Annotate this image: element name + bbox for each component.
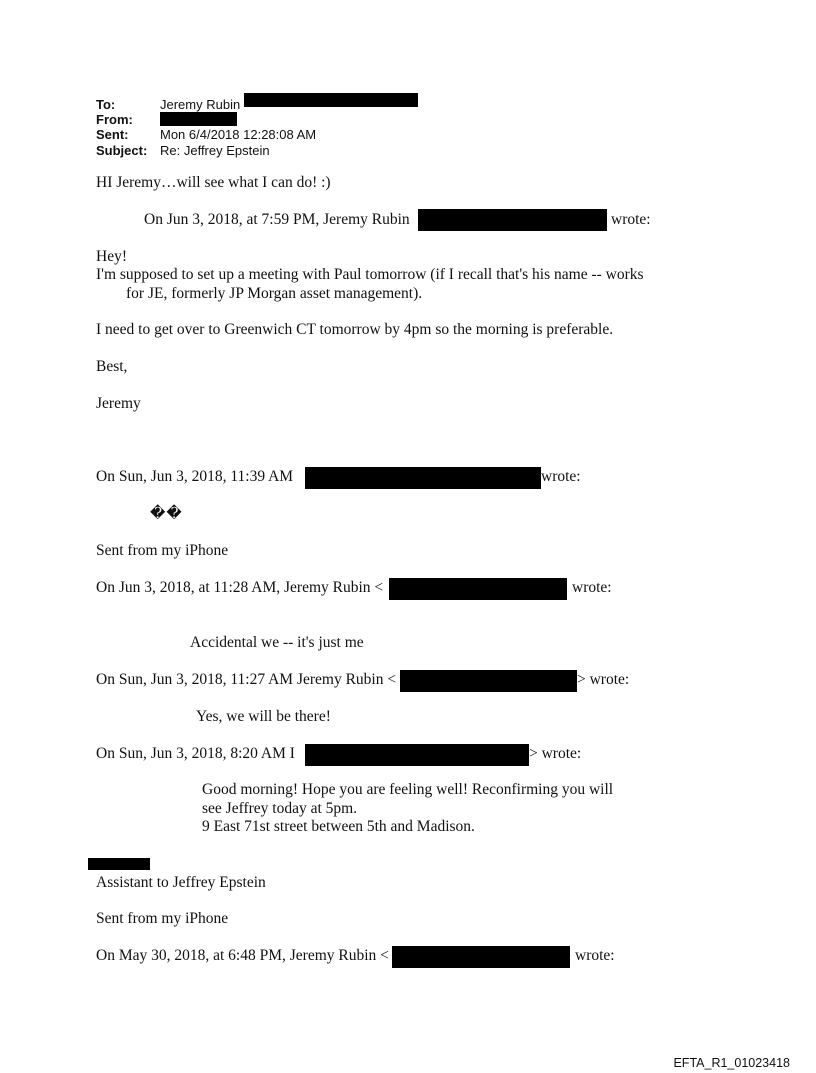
quote-wrote-1: wrote: bbox=[611, 211, 651, 228]
hey-text: Hey! bbox=[96, 248, 127, 265]
garbled-chars: �� bbox=[150, 506, 183, 522]
quote-wrote-5: > wrote: bbox=[529, 745, 582, 762]
good-morning-line-2: see Jeffrey today at 5pm. bbox=[202, 800, 358, 817]
subject-label: Subject: bbox=[96, 143, 148, 158]
sent-label: Sent: bbox=[96, 127, 129, 142]
quote-wrote-2: wrote: bbox=[541, 468, 581, 485]
quote-intro-3: On Jun 3, 2018, at 11:28 AM, Jeremy Rubin < bbox=[96, 579, 384, 596]
redaction-bar bbox=[392, 946, 570, 968]
reply-text: HI Jeremy…will see what I can do! :) bbox=[96, 174, 331, 191]
best-text: Best, bbox=[96, 358, 128, 375]
meeting-line-1: I'm supposed to set up a meeting with Paul tomorrow (if I recall that's his name -- works bbox=[96, 266, 644, 283]
assistant-title: Assistant to Jeffrey Epstein bbox=[96, 874, 266, 891]
quote-wrote-4: > wrote: bbox=[577, 671, 630, 688]
sent-value: Mon 6/4/2018 12:28:08 AM bbox=[160, 127, 317, 142]
document-id: EFTA_R1_01023418 bbox=[673, 1056, 790, 1070]
redaction-bar bbox=[400, 670, 577, 692]
sent-from-iphone-1: Sent from my iPhone bbox=[96, 542, 229, 559]
quote-intro-5: On Sun, Jun 3, 2018, 8:20 AM I bbox=[96, 745, 295, 762]
from-label: From: bbox=[96, 112, 133, 127]
quote-intro-1: On Jun 3, 2018, at 7:59 PM, Jeremy Rubin bbox=[144, 211, 410, 228]
to-label: To: bbox=[96, 97, 116, 112]
quote-intro-6: On May 30, 2018, at 6:48 PM, Jeremy Rubin < bbox=[96, 947, 389, 964]
redaction-bar bbox=[389, 578, 567, 600]
redaction-bar bbox=[160, 112, 237, 126]
good-morning-line-3: 9 East 71st street between 5th and Madison. bbox=[202, 818, 475, 835]
redaction-bar bbox=[305, 467, 541, 489]
good-morning-line-1: Good morning! Hope you are feeling well! Reconfirming you will bbox=[202, 781, 614, 798]
signature-text: Jeremy bbox=[96, 395, 141, 412]
redaction-bar bbox=[418, 209, 607, 231]
sent-from-iphone-2: Sent from my iPhone bbox=[96, 910, 229, 927]
quote-wrote-3: wrote: bbox=[572, 579, 612, 596]
quote-wrote-6: wrote: bbox=[575, 947, 615, 964]
subject-value: Re: Jeffrey Epstein bbox=[160, 143, 270, 158]
meeting-line-2: for JE, formerly JP Morgan asset management). bbox=[126, 285, 423, 302]
redaction-bar bbox=[88, 858, 150, 870]
yes-there-text: Yes, we will be there! bbox=[196, 708, 331, 725]
quote-intro-2: On Sun, Jun 3, 2018, 11:39 AM bbox=[96, 468, 294, 485]
greenwich-text: I need to get over to Greenwich CT tomorrow by 4pm so the morning is preferable. bbox=[96, 321, 614, 338]
redaction-bar bbox=[244, 93, 418, 107]
redaction-bar bbox=[305, 744, 529, 766]
quote-intro-4: On Sun, Jun 3, 2018, 11:27 AM Jeremy Rubin < bbox=[96, 671, 397, 688]
accidental-text: Accidental we -- it's just me bbox=[190, 634, 364, 651]
to-value: Jeremy Rubin bbox=[160, 97, 241, 112]
